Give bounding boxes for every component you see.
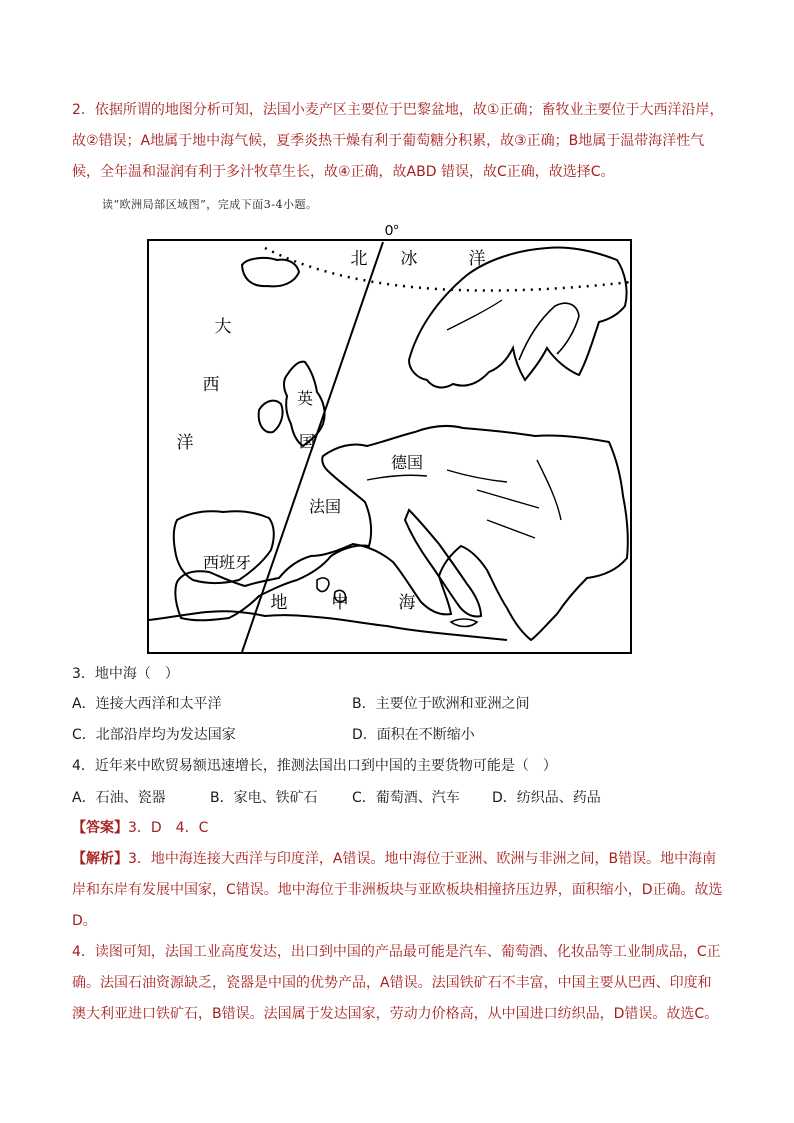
meridian-label: 0° xyxy=(384,222,400,239)
explanation-line: 候，全年温和湿润有利于多汁牧草生长，故④正确，故ABD 错误，故C正确，故选择C。 xyxy=(72,164,615,180)
med-char-2: 中 xyxy=(331,593,349,613)
analysis-line xyxy=(72,844,732,875)
q4-stem: 4．近年来中欧贸易额迅速增长，推测法国出口到中国的主要货物可能是（ ） xyxy=(72,758,557,774)
q4-option-b: B．家电、铁矿石 xyxy=(210,790,318,806)
analysis-label: 【解析】 xyxy=(72,851,128,867)
answer-line xyxy=(72,818,208,838)
uk-char-1: 英 xyxy=(296,389,314,408)
med-char-3: 海 xyxy=(398,593,416,613)
q3-option-d: D．面积在不断缩小 xyxy=(352,727,475,743)
france-label: 法国 xyxy=(308,497,342,516)
q4-option-c: C．葡萄酒、汽车 xyxy=(352,790,460,806)
analysis-line: 岸和东岸有发展中国家，C错误。地中海位于非洲板块与亚欧板块相撞挤压边界，面积缩小，D正确。故选 xyxy=(72,882,723,898)
q4-option-a: A．石油、瓷器 xyxy=(72,790,166,806)
map-frame xyxy=(148,240,631,653)
q3-option-b: B．主要位于欧洲和亚洲之间 xyxy=(352,696,530,712)
uk-char-2: 国 xyxy=(298,432,316,451)
q3-option-a: A．连接大西洋和太平洋 xyxy=(72,696,222,712)
analysis-block xyxy=(72,844,732,1030)
analysis-line: 确。法国石油资源缺乏，瓷器是中国的优势产品，A错误。法国铁矿石不丰富，中国主要从巴西、印度和 xyxy=(72,975,712,991)
germany-label: 德国 xyxy=(390,453,424,472)
arctic-char-2: 冰 xyxy=(400,249,418,269)
analysis-line: D。 xyxy=(72,913,97,929)
explanation-line: 故②错误；A地属于地中海气候，夏季炎热干燥有利于葡萄糖分积累，故③正确；B地属于温带海洋性气 xyxy=(72,133,705,149)
q3-option-c: C．北部沿岸均为发达国家 xyxy=(72,727,236,743)
analysis-line: 4．读图可知，法国工业高度发达，出口到中国的产品最可能是汽车、葡萄酒、化妆品等工业制成品，C正 xyxy=(72,944,721,960)
q3-stem: 3．地中海（ ） xyxy=(72,666,179,682)
europe-map xyxy=(147,220,633,656)
answer-text: 3．D 4．C xyxy=(128,820,209,836)
map-intro: 读“欧洲局部区域图”，完成下面3-4小题。 xyxy=(102,198,318,211)
arctic-char-3: 洋 xyxy=(468,249,486,269)
analysis-line: 澳大利亚进口铁矿石，B错误。法国属于发达国家，劳动力价格高，从中国进口纺织品，D错误。故选C。 xyxy=(72,1006,719,1022)
spain-label: 西班牙 xyxy=(202,553,252,572)
atlantic-char-1: 大 xyxy=(214,317,232,337)
explanation-q2 xyxy=(72,95,732,188)
analysis-text: 3．地中海连接大西洋与印度洋，A错误。地中海位于亚洲、欧洲与非洲之间，B错误。地中海南 xyxy=(128,851,717,867)
med-char-1: 地 xyxy=(270,593,288,613)
arctic-char-1: 北 xyxy=(350,249,368,269)
q4-option-d: D．纺织品、药品 xyxy=(492,790,601,806)
atlantic-char-2: 西 xyxy=(202,375,220,395)
explanation-line: 2．依据所谓的地图分析可知，法国小麦产区主要位于巴黎盆地，故①正确；畜牧业主要位于大西洋沿岸， xyxy=(72,102,724,118)
atlantic-char-3: 洋 xyxy=(176,433,194,453)
answer-label: 【答案】 xyxy=(72,820,128,836)
